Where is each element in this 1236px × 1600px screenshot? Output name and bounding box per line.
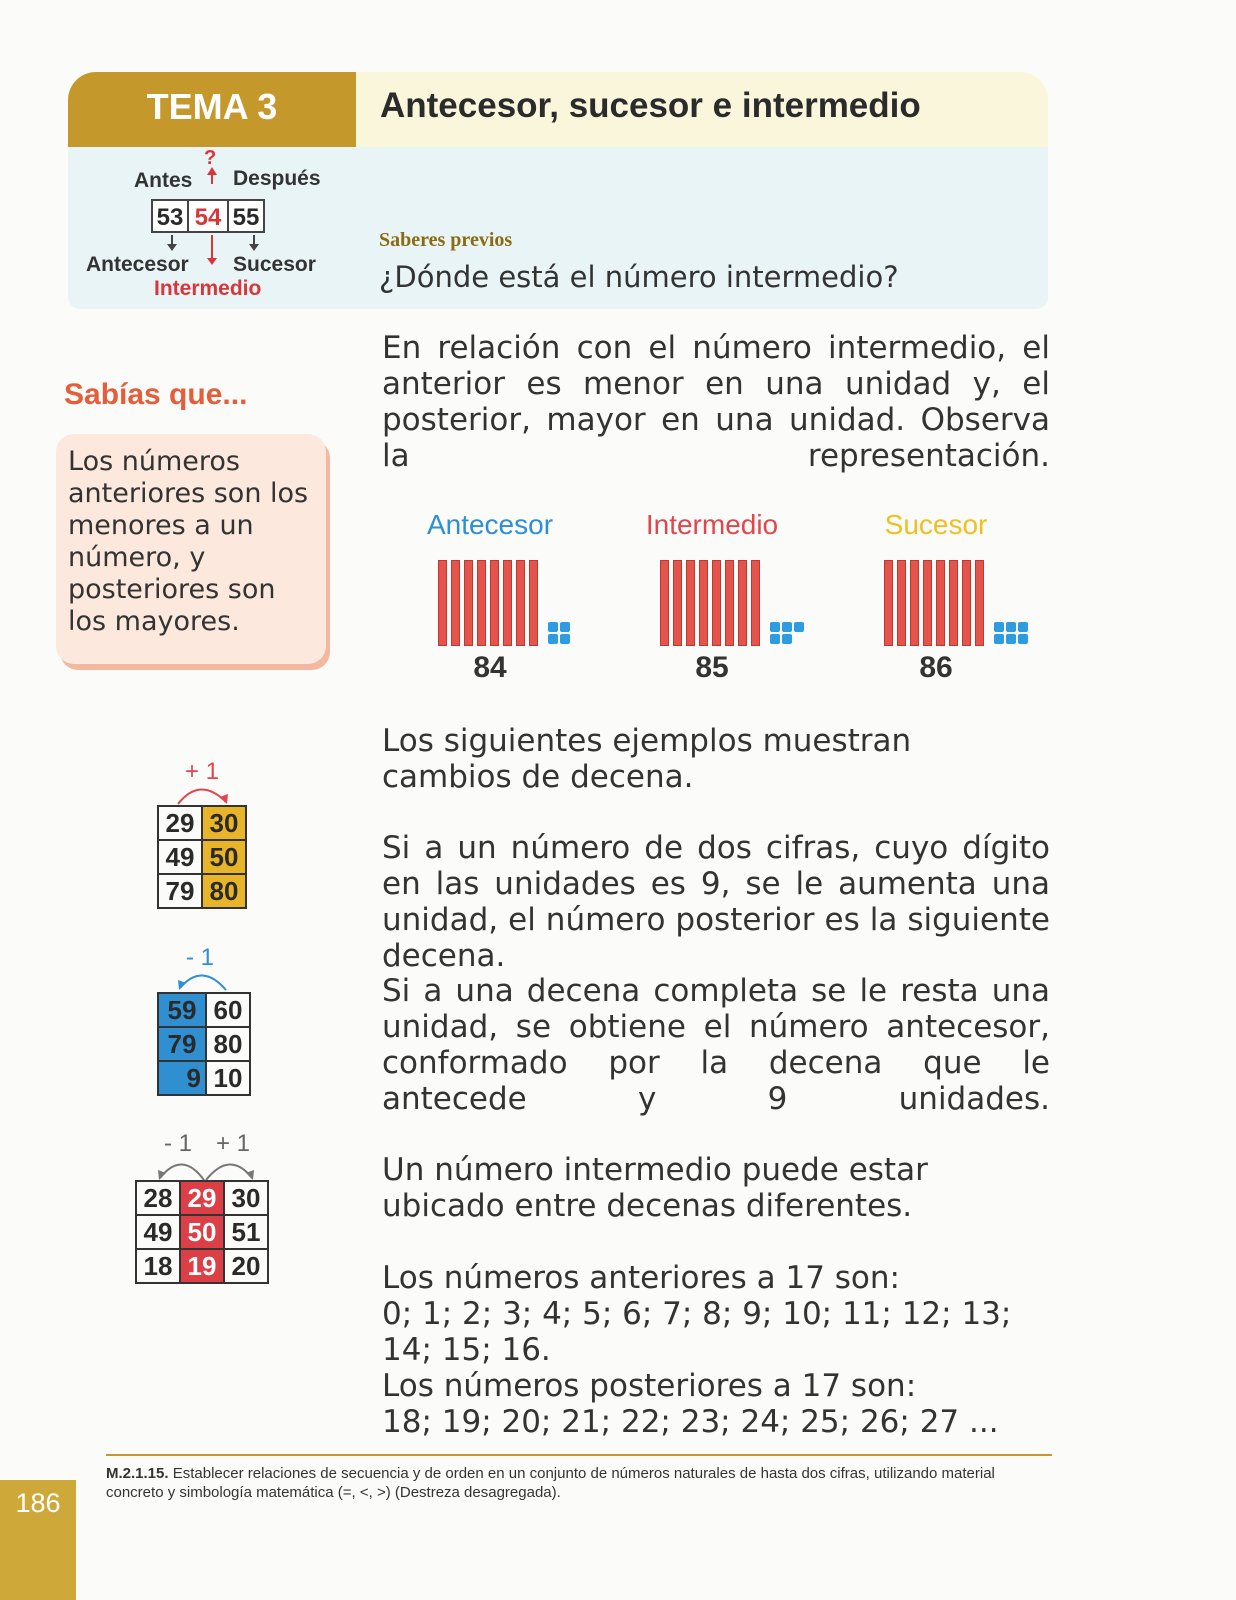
arrow-down-right-head bbox=[249, 244, 259, 251]
grid-cell: 19 bbox=[180, 1249, 224, 1283]
table-row bbox=[158, 874, 246, 908]
grid-cell: 79 bbox=[158, 874, 202, 908]
grid-between bbox=[135, 1180, 269, 1284]
block-label-antecesor: Antecesor bbox=[426, 509, 554, 540]
footer-description: Establecer relaciones de secuencia y de orden en un conjunto de números naturales de hasta dos cifras, utilizando material concreto y simbología matemática (=, <, >) (Destreza desagregada). bbox=[106, 1465, 995, 1501]
table-row bbox=[158, 1061, 250, 1095]
grid-cell: 10 bbox=[206, 1061, 250, 1095]
tens-rod bbox=[477, 560, 486, 646]
grid-cell: 29 bbox=[180, 1181, 224, 1215]
arrow-down-mid-icon bbox=[211, 235, 213, 259]
grid-cell: 49 bbox=[136, 1215, 180, 1249]
table-row bbox=[136, 1215, 268, 1249]
footer-code: M.2.1.15. bbox=[106, 1465, 169, 1482]
number-diagram bbox=[68, 147, 356, 309]
table-row bbox=[158, 840, 246, 874]
tens-rods-antecesor bbox=[438, 560, 578, 650]
block-group-antecesor bbox=[390, 505, 590, 695]
title-bar bbox=[356, 72, 1048, 147]
paragraph-resta: Si a una decena completa se le resta una unidad, se obtiene el número antecesor, conformado por la decena que le antecede y 9 unidades. bbox=[382, 973, 1050, 1117]
unit-cube bbox=[770, 634, 780, 644]
tens-rod bbox=[451, 560, 460, 646]
lesson-header bbox=[68, 72, 1048, 309]
number-row bbox=[151, 199, 265, 233]
intro-paragraph: En relación con el número intermedio, el anterior es menor en una unidad y, el posterior, mayor en una unidad. Observa la representación. bbox=[382, 330, 1050, 474]
unit-cube bbox=[560, 634, 570, 644]
grid-cell: 30 bbox=[224, 1181, 268, 1215]
number-box-intermedio: 54 bbox=[189, 199, 227, 233]
paragraph-anteriores-title: Los números anteriores a 17 son: bbox=[382, 1260, 900, 1296]
tens-rod bbox=[529, 560, 538, 646]
curved-arrow-right-icon bbox=[170, 780, 240, 806]
sabias-title: Sabías que... bbox=[64, 378, 248, 411]
block-value-antecesor: 84 bbox=[473, 651, 507, 684]
tens-rod bbox=[490, 560, 499, 646]
grid-cell: 20 bbox=[224, 1249, 268, 1283]
grid-cell: 49 bbox=[158, 840, 202, 874]
table-row bbox=[158, 1027, 250, 1061]
unit-cube bbox=[770, 622, 780, 632]
tens-rod bbox=[725, 560, 734, 646]
antes-label: Antes bbox=[134, 169, 193, 192]
page-number-box bbox=[0, 1480, 76, 1600]
grid-cell: 51 bbox=[224, 1215, 268, 1249]
number-box-antecesor: 53 bbox=[151, 199, 189, 233]
grid-minus-one bbox=[157, 992, 251, 1096]
paragraph-intermedio: Un número intermedio puede estar ubicado entre decenas diferentes. bbox=[382, 1152, 928, 1224]
block-value-intermedio: 85 bbox=[695, 651, 729, 684]
tens-rod bbox=[464, 560, 473, 646]
grid-plus-one-op: + 1 bbox=[185, 758, 220, 785]
arrow-down-mid-head bbox=[207, 258, 217, 265]
unit-cube bbox=[1018, 622, 1028, 632]
unit-cube bbox=[1018, 634, 1028, 644]
question-mark: ? bbox=[204, 147, 217, 169]
arrow-down-left-head bbox=[167, 244, 177, 251]
tens-rod bbox=[686, 560, 695, 646]
antecesor-label: Antecesor bbox=[86, 253, 189, 276]
tens-rod bbox=[910, 560, 919, 646]
grid-cell: 28 bbox=[136, 1181, 180, 1215]
table-row bbox=[136, 1181, 268, 1215]
grid-cell: 18 bbox=[136, 1249, 180, 1283]
tens-rod bbox=[897, 560, 906, 646]
tens-rod bbox=[438, 560, 447, 646]
arrow-up-stem bbox=[211, 174, 213, 184]
block-label-intermedio: Intermedio bbox=[645, 509, 779, 540]
tens-rod bbox=[962, 560, 971, 646]
tens-rod bbox=[673, 560, 682, 646]
tens-rod bbox=[923, 560, 932, 646]
paragraph-posteriores-title: Los números posteriores a 17 son: bbox=[382, 1368, 917, 1404]
sabias-text: Los números anteriores son los menores a un número, y posteriores son los mayores. bbox=[68, 446, 309, 637]
tema-tab bbox=[68, 72, 356, 147]
table-row bbox=[136, 1249, 268, 1283]
table-row bbox=[158, 806, 246, 840]
grid-plus-one bbox=[157, 805, 247, 909]
tens-rod bbox=[975, 560, 984, 646]
unit-cube bbox=[782, 622, 792, 632]
intermedio-label: Intermedio bbox=[154, 277, 262, 300]
grid-between-op-right: + 1 bbox=[216, 1130, 251, 1157]
tens-rod bbox=[751, 560, 760, 646]
paragraph-aumenta: Si a un número de dos cifras, cuyo dígito en las unidades es 9, se le aumenta una unidad, el número posterior es la siguiente decena. bbox=[382, 830, 1050, 974]
tens-rods-intermedio bbox=[660, 560, 800, 650]
header-body bbox=[68, 147, 1048, 309]
sabias-box bbox=[56, 434, 326, 664]
paragraph-anteriores-list: 0; 1; 2; 3; 4; 5; 6; 7; 8; 9; 10; 11; 12; 13; 14; 15; 16. bbox=[382, 1296, 1012, 1368]
unit-cube bbox=[994, 622, 1004, 632]
block-representation bbox=[390, 505, 1050, 695]
block-label-sucesor: Sucesor bbox=[884, 509, 988, 540]
grid-cell: 50 bbox=[202, 840, 246, 874]
page-number: 186 bbox=[15, 1488, 61, 1518]
unit-cube bbox=[994, 634, 1004, 644]
tens-rod bbox=[699, 560, 708, 646]
tens-rod bbox=[516, 560, 525, 646]
unit-cube bbox=[794, 622, 804, 632]
grid-cell: 30 bbox=[202, 806, 246, 840]
footer-text bbox=[106, 1464, 1036, 1502]
block-group-intermedio bbox=[612, 505, 812, 695]
grid-cell: 50 bbox=[180, 1215, 224, 1249]
tens-rod bbox=[738, 560, 747, 646]
curved-arrow-left-icon bbox=[168, 966, 238, 992]
paragraph-posteriores-list: 18; 19; 20; 21; 22; 23; 24; 25; 26; 27 ... bbox=[382, 1404, 999, 1440]
number-box-sucesor: 55 bbox=[227, 199, 265, 233]
tens-rod bbox=[660, 560, 669, 646]
unit-cube bbox=[548, 634, 558, 644]
tens-rods-sucesor bbox=[884, 560, 1034, 650]
grid-cell: 80 bbox=[202, 874, 246, 908]
unit-cube bbox=[782, 634, 792, 644]
unit-cube bbox=[548, 622, 558, 632]
tens-rod bbox=[949, 560, 958, 646]
paragraph-cambios: Los siguientes ejemplos muestran cambios de decena. bbox=[382, 723, 912, 795]
question-text: ¿Dónde está el número intermedio? bbox=[379, 260, 899, 294]
table-row bbox=[158, 993, 250, 1027]
grid-cell: 80 bbox=[206, 1027, 250, 1061]
unit-cube bbox=[1006, 634, 1016, 644]
grid-minus-one-op: - 1 bbox=[186, 944, 215, 971]
unit-cube bbox=[560, 622, 570, 632]
tens-rod bbox=[936, 560, 945, 646]
block-group-sucesor bbox=[836, 505, 1036, 695]
tens-rod bbox=[503, 560, 512, 646]
grid-cell: 79 bbox=[158, 1027, 206, 1061]
grid-cell: 29 bbox=[158, 806, 202, 840]
block-value-sucesor: 86 bbox=[919, 651, 953, 684]
sucesor-label: Sucesor bbox=[233, 253, 316, 276]
grid-cell: 59 bbox=[158, 993, 206, 1027]
tens-rod bbox=[712, 560, 721, 646]
page-title: Antecesor, sucesor e intermedio bbox=[380, 86, 921, 125]
curved-arrows-both-icon bbox=[140, 1152, 270, 1182]
unit-cube bbox=[1006, 622, 1016, 632]
saberes-label: Saberes previos bbox=[379, 229, 513, 251]
tema-label: TEMA 3 bbox=[146, 86, 278, 127]
grid-cell: 9 bbox=[158, 1061, 206, 1095]
tens-rod bbox=[884, 560, 893, 646]
grid-between-op-left: - 1 bbox=[164, 1130, 193, 1157]
footer-rule bbox=[106, 1454, 1052, 1456]
despues-label: Después bbox=[233, 167, 321, 190]
grid-cell: 60 bbox=[206, 993, 250, 1027]
